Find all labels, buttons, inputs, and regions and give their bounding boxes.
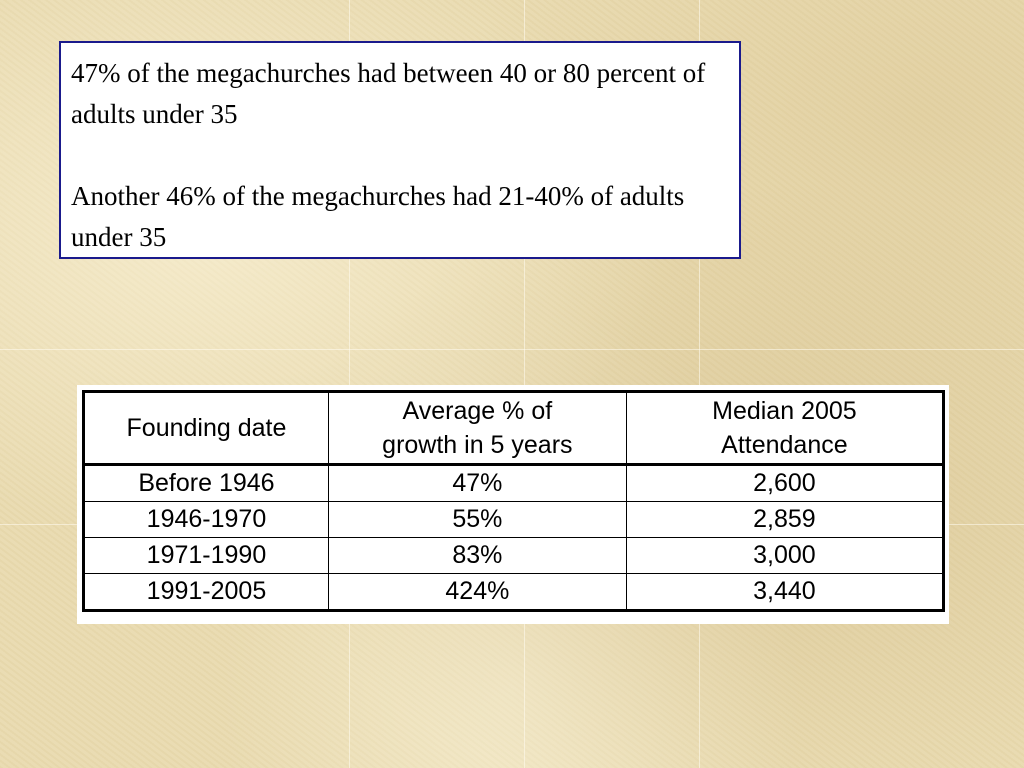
header-founding-date-line-1: Founding date	[126, 414, 287, 442]
table-row	[84, 574, 944, 611]
statistic-paragraph-1: 47% of the megachurches had between 40 or 80 percent of adults under 35	[71, 58, 706, 129]
cell-average-growth: 424%	[328, 574, 626, 611]
table-panel	[77, 385, 949, 624]
header-median-attendance-line-2: Attendance	[721, 431, 848, 459]
cell-median-attendance: 2,859	[626, 502, 943, 538]
header-median-attendance-line-1: Median 2005	[712, 397, 857, 425]
statistic-paragraph-2: Another 46% of the megachurches had 21-40% of adults under 35	[71, 181, 685, 252]
cell-median-attendance: 2,600	[626, 465, 943, 502]
table-row	[84, 465, 944, 502]
cell-founding-date: 1971-1990	[84, 538, 329, 574]
cell-median-attendance: 3,000	[626, 538, 943, 574]
founding-date-table	[82, 390, 945, 612]
header-average-growth-line-1: Average % of	[402, 397, 553, 425]
table-header-row	[84, 392, 944, 465]
cell-average-growth: 55%	[328, 502, 626, 538]
table-row	[84, 502, 944, 538]
header-median-attendance	[626, 392, 943, 465]
background-tile-seam	[0, 349, 1024, 350]
header-founding-date	[84, 392, 329, 465]
cell-average-growth: 83%	[328, 538, 626, 574]
cell-founding-date: Before 1946	[84, 465, 329, 502]
header-average-growth	[328, 392, 626, 465]
cell-median-attendance: 3,440	[626, 574, 943, 611]
table-row	[84, 538, 944, 574]
cell-founding-date: 1946-1970	[84, 502, 329, 538]
cell-founding-date: 1991-2005	[84, 574, 329, 611]
statistics-text-box	[59, 41, 741, 259]
cell-average-growth: 47%	[328, 465, 626, 502]
header-average-growth-line-2: growth in 5 years	[382, 431, 573, 459]
